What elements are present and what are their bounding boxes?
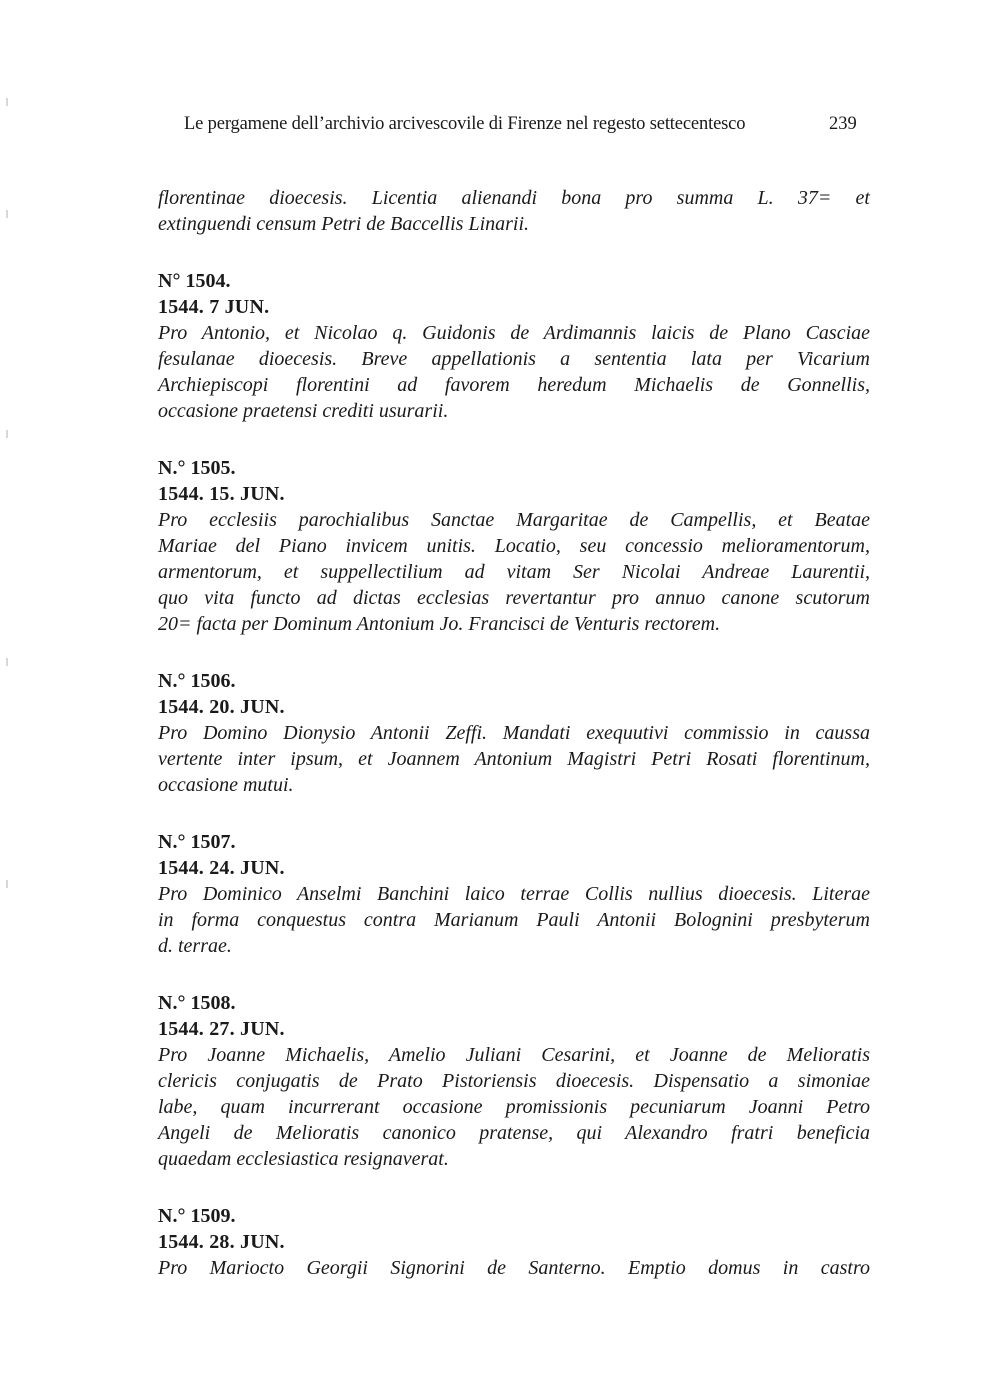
entry-1506 — [158, 668, 870, 798]
page-number: 239 — [829, 114, 857, 134]
entry-1507 — [158, 829, 870, 959]
text-line: quo vita functo ad dictas ecclesias revertantur pro annuo canone scutorum — [158, 587, 870, 609]
text-line: labe, quam incurrerant occasione promissionis pecuniarum Joanni Petro — [158, 1096, 870, 1118]
entry-date: 1544. 7 JUN. — [158, 296, 270, 318]
margin-mark — [6, 98, 8, 106]
text-line: 20= facta per Dominum Antonium Jo. Francisci de Venturis rectorem. — [158, 613, 721, 635]
entry-date: 1544. 24. JUN. — [158, 857, 285, 879]
entry-number: N.° 1509. — [158, 1205, 236, 1227]
entry-date: 1544. 28. JUN. — [158, 1231, 285, 1253]
text-line: quaedam ecclesiastica resignaverat. — [158, 1148, 449, 1170]
text-line: Pro Joanne Michaelis, Amelio Juliani Cesarini, et Joanne de Melioratis — [158, 1044, 870, 1066]
text-line: armentorum, et suppellectilium ad vitam Ser Nicolai Andreae Laurentii, — [158, 561, 870, 583]
entry-number: N° 1504. — [158, 270, 231, 292]
text-line: Pro ecclesiis parochialibus Sanctae Margaritae de Campellis, et Beatae — [158, 509, 870, 531]
entry-1505 — [158, 455, 870, 637]
text-line: Pro Dominico Anselmi Banchini laico terrae Collis nullius dioecesis. Literae — [158, 883, 870, 905]
text-line: occasione mutui. — [158, 774, 294, 796]
text-line: extinguendi censum Petri de Baccellis Linarii. — [158, 213, 530, 235]
text-line: clericis conjugatis de Prato Pistoriensis dioecesis. Dispensatio a simoniae — [158, 1070, 870, 1092]
text-line: fesulanae dioecesis. Breve appellationis a sententia lata per Vicarium — [158, 348, 870, 370]
entry-1509 — [158, 1203, 870, 1281]
running-head — [0, 114, 1000, 142]
text-line: Pro Domino Dionysio Antonii Zeffi. Mandati exequutivi commissio in caussa — [158, 722, 870, 744]
text-line: florentinae dioecesis. Licentia alienandi bona pro summa L. 37= et — [158, 187, 870, 209]
entry-number: N.° 1507. — [158, 831, 236, 853]
text-line: Pro Antonio, et Nicolao q. Guidonis de Ardimannis laicis de Plano Casciae — [158, 322, 870, 344]
entry-1508 — [158, 990, 870, 1172]
text-line: Pro Mariocto Georgii Signorini de Santerno. Emptio domus in castro — [158, 1257, 870, 1279]
margin-mark — [6, 430, 8, 438]
text-line: vertente inter ipsum, et Joannem Antonium Magistri Petri Rosati florentinum, — [158, 748, 870, 770]
text-line: Archiepiscopi florentini ad favorem heredum Michaelis de Gonnellis, — [158, 374, 870, 396]
document-body — [158, 185, 870, 1281]
entry-1504 — [158, 268, 870, 424]
continuation-paragraph — [158, 185, 870, 237]
text-line: Angeli de Melioratis canonico pratense, qui Alexandro fratri beneficia — [158, 1122, 870, 1144]
entry-date: 1544. 27. JUN. — [158, 1018, 285, 1040]
entry-number: N.° 1508. — [158, 992, 236, 1014]
margin-mark — [6, 658, 8, 666]
text-line: d. terrae. — [158, 935, 232, 957]
running-head-title: Le pergamene dell’archivio arcivescovile di Firenze nel regesto settecentesco — [184, 114, 746, 134]
text-line: Mariae del Piano invicem unitis. Locatio, seu concessio melioramentorum, — [158, 535, 870, 557]
margin-mark — [6, 210, 8, 218]
entry-number: N.° 1506. — [158, 670, 236, 692]
text-line: in forma conquestus contra Marianum Pauli Antonii Bolognini presbyterum — [158, 909, 870, 931]
margin-mark — [6, 880, 8, 888]
entry-number: N.° 1505. — [158, 457, 236, 479]
text-line: occasione praetensi crediti usurarii. — [158, 400, 449, 422]
entry-date: 1544. 15. JUN. — [158, 483, 285, 505]
entry-date: 1544. 20. JUN. — [158, 696, 285, 718]
